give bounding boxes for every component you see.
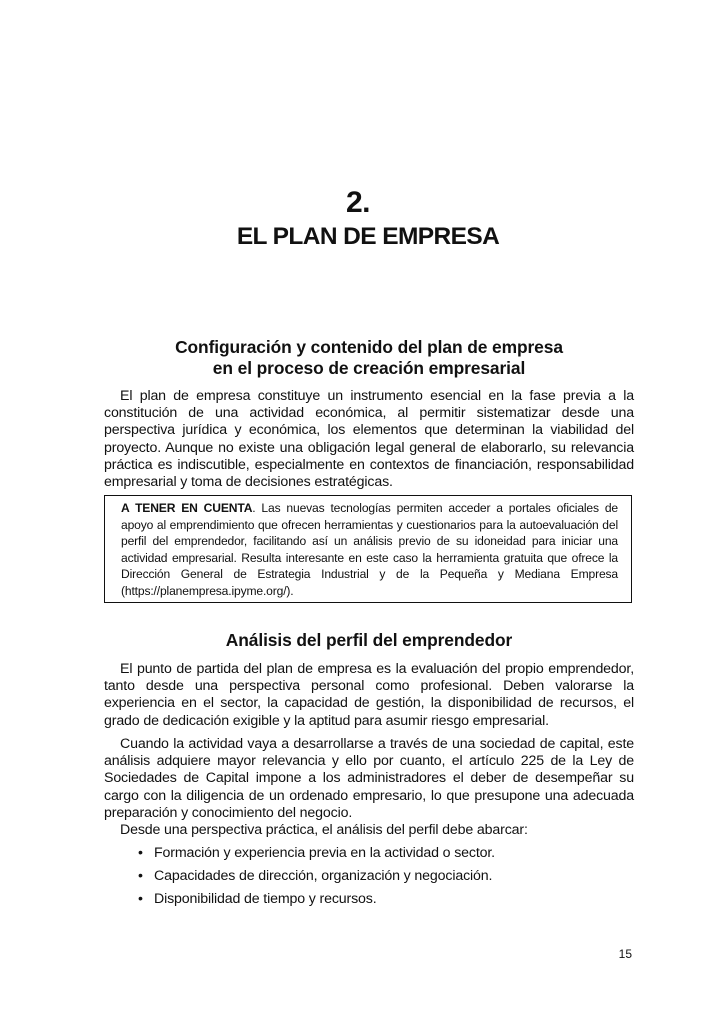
bullet-icon: • (138, 867, 143, 884)
bullet-icon: • (138, 890, 143, 907)
profile-bullet-list (138, 845, 618, 913)
list-item: • Capacidades de dirección, organización y negociación. (138, 867, 493, 884)
section-title-line-1: Configuración y contenido del plan de empresa (175, 337, 563, 357)
intro-paragraph: El plan de empresa constituye un instrumento esencial en la fase previa a la constitución de una actividad económica, al permitir sistematizar desde una perspectiva jurídica y económica, los elementos que determinan la viabilidad del proyecto. Aunque no existe una obligación legal general de elaborarlo, su relevancia práctica es indiscutible, especialmente en contextos de financiación, responsabilidad empresarial y toma de decisiones estratégicas. (104, 388, 634, 491)
list-item: • Disponibilidad de tiempo y recursos. (138, 890, 377, 907)
bullet-icon: • (138, 845, 143, 861)
note-text (121, 500, 618, 599)
section-title-line-2: en el proceso de creación empresarial (212, 358, 526, 378)
list-item: • Formación y experiencia previa en la actividad o sector. (138, 845, 495, 861)
chapter-title: EL PLAN DE EMPRESA (236, 223, 500, 250)
chapter-number: 2. (345, 186, 371, 219)
profile-paragraph-1: El punto de partida del plan de empresa es la evaluación del propio emprendedor, tanto desde una perspectiva personal como profesional. Deben valorarse la experiencia en el sector, la capacidad de gestión, la disponibilidad de recursos, el grado de dedicación exigible y la aptitud para asumir riesgo empresarial. (104, 661, 634, 729)
profile-paragraph-2: Cuando la actividad vaya a desarrollarse a través de una sociedad de capital, este análisis adquiere mayor relevancia y ello por cuanto, el artículo 225 de la Ley de Sociedades de Capital impone a los administradores el deber de desempeñar su cargo con la diligencia de un ordenado empresario, lo que presupone una adecuada preparación y conocimiento del negocio. (104, 736, 634, 821)
note-body: . Las nuevas tecnologías permiten acceder a portales oficiales de apoyo al emprendimiento que ofrecen herramientas y cuestionarios para la autoevaluación del perfil del emprendedor, facilitando así un análisis previo de su idoneidad para iniciar una actividad empresarial. Resulta interesante en este caso la herramienta gratuita que ofrece la Dirección General de Estrategia Industrial y de la Pequeña y Mediana Empresa (https://planempresa.ipyme.org/). (121, 501, 618, 598)
page-number: 15 (618, 947, 632, 961)
section-title-profile: Análisis del perfil del emprendedor (225, 630, 513, 650)
note-label: A TENER EN CUENTA (121, 501, 253, 515)
note-box (104, 495, 632, 603)
profile-paragraph-3: Desde una perspectiva práctica, el análisis del perfil debe abarcar: (120, 822, 528, 838)
